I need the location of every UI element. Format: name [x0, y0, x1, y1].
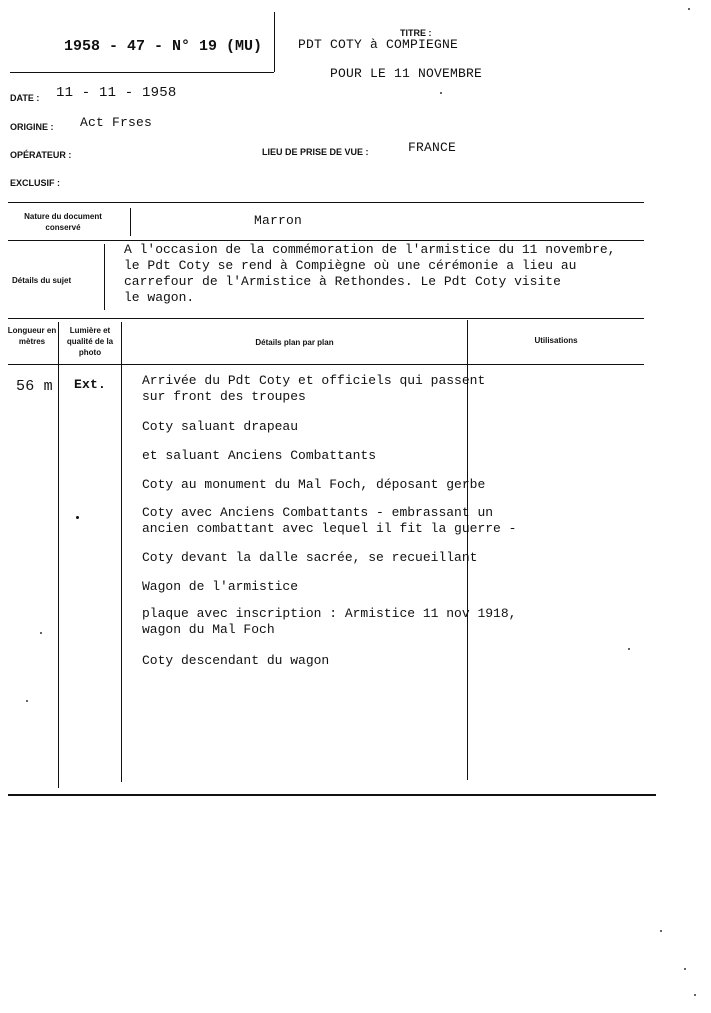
plan-row: Coty devant la dalle sacrée, se recueillant — [142, 550, 478, 565]
plan-row: Coty saluant drapeau — [142, 419, 299, 434]
scan-speck — [40, 632, 42, 634]
origine-label: ORIGINE : — [10, 122, 54, 132]
sujet-line: A l'occasion de la commémoration de l'armistice du 11 novembre, — [124, 242, 616, 257]
scan-speck — [694, 994, 696, 996]
operateur-label: OPÉRATEUR : — [10, 150, 72, 160]
sujet-divider — [104, 244, 105, 310]
plan-row: Coty descendant du wagon — [142, 653, 330, 668]
titre-line-1: PDT COTY à COMPIEGNE — [298, 37, 459, 52]
bullet-mark — [76, 516, 79, 519]
sujet-line: le Pdt Coty se rend à Compiègne où une cérémonie a lieu au — [124, 258, 577, 273]
col-divider-2 — [121, 322, 122, 782]
scan-speck — [26, 700, 28, 702]
sujet-line: le wagon. — [124, 290, 195, 305]
header-divider — [274, 12, 275, 72]
lieu-value: FRANCE — [408, 140, 457, 155]
plan-row: plaque avec inscription : Armistice 11 nov 1918, wagon du Mal Foch — [142, 606, 517, 637]
titre-line-2: POUR LE 11 NOVEMBRE — [330, 66, 483, 81]
col-divider-1 — [58, 322, 59, 788]
table-header-rule — [8, 364, 644, 365]
longueur-value: 56 m — [16, 378, 53, 395]
lumiere-value: Ext. — [74, 377, 107, 392]
date-value: 11 - 11 - 1958 — [56, 85, 177, 101]
nature-value: Marron — [254, 213, 303, 228]
nature-top-rule — [8, 202, 644, 203]
plan-row: Wagon de l'armistice — [142, 579, 299, 594]
titre-label: TITRE : — [400, 28, 432, 38]
sujet-line: carrefour de l'Armistice à Rethondes. Le Pdt Coty visite — [124, 274, 561, 289]
scan-speck — [684, 968, 686, 970]
header-lumiere: Lumière et qualité de la photo — [66, 326, 114, 357]
header-details: Détails plan par plan — [255, 338, 334, 347]
plan-row: Coty au monument du Mal Foch, déposant gerbe — [142, 477, 486, 492]
header-utilisations: Utilisations — [534, 336, 578, 345]
header-underline — [10, 72, 274, 73]
table-top-rule — [8, 318, 644, 319]
exclusif-label: EXCLUSIF : — [10, 178, 61, 188]
plan-row: Coty avec Anciens Combattants - embrassant un ancien combattant avec lequel il fit la guerre - — [142, 505, 517, 536]
origine-value: Act Frses — [80, 115, 153, 130]
scan-speck — [660, 930, 662, 932]
plan-row: Arrivée du Pdt Coty et officiels qui passent sur front des troupes — [142, 373, 486, 404]
reference-number: 1958 - 47 - N° 19 (MU) — [64, 38, 263, 55]
table-bottom-rule — [8, 794, 656, 796]
scan-speck — [628, 648, 630, 650]
scan-speck — [440, 92, 442, 94]
sujet-details — [124, 242, 615, 306]
sujet-label: Détails du sujet — [12, 276, 72, 285]
lieu-label: LIEU DE PRISE DE VUE : — [262, 147, 369, 157]
date-label: DATE : — [10, 93, 40, 103]
nature-divider — [130, 208, 131, 236]
nature-label: Nature du document conservé — [24, 212, 102, 232]
sujet-top-rule — [8, 240, 644, 241]
scan-speck — [688, 8, 690, 10]
header-longueur: Longueur en mètres — [7, 326, 57, 346]
plan-row: et saluant Anciens Combattants — [142, 448, 377, 463]
